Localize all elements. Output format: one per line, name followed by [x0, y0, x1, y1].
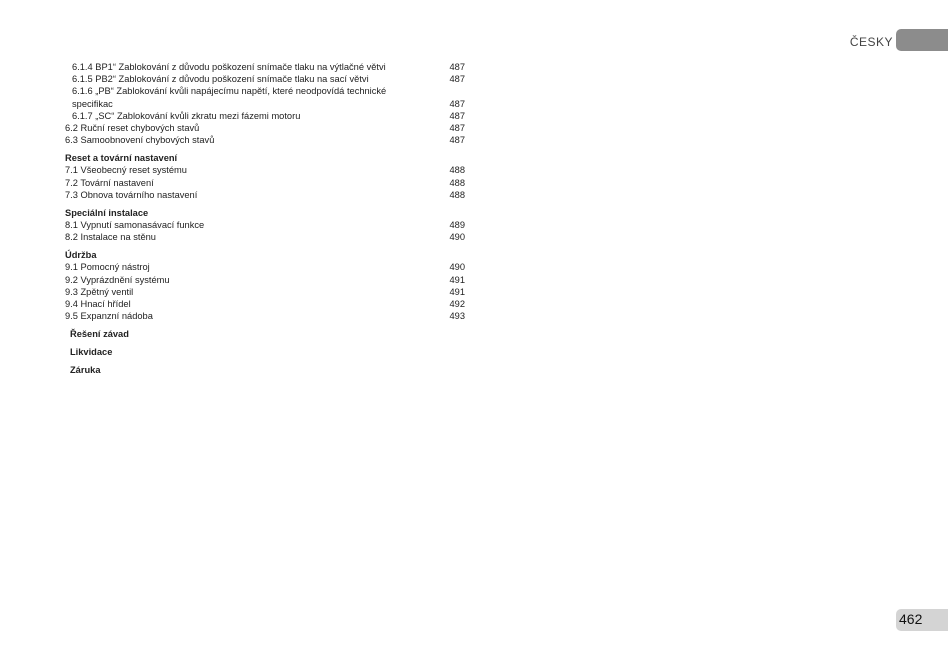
toc-entry-9-5	[65, 310, 465, 322]
toc-entry-9-4	[65, 298, 465, 310]
section-10-heading: Řešení závad	[70, 329, 129, 340]
toc-entry-6-1-6	[65, 85, 465, 97]
toc-entry-page: 492	[449, 299, 465, 310]
toc-entry-text: 9.4 Hnací hřídel	[65, 299, 131, 310]
toc-entry-text: 6.2 Ruční reset chybových stavů	[65, 123, 200, 134]
toc-entry-page: 491	[449, 274, 465, 285]
toc-entry-6-1-4	[65, 61, 465, 73]
toc-entry-text: 9.1 Pomocný nástroj	[65, 262, 150, 273]
table-of-contents	[65, 61, 465, 376]
section-9-heading: Údržba	[65, 250, 97, 261]
toc-entry-page: 487	[449, 110, 465, 121]
toc-entry-page: 490	[449, 262, 465, 273]
section-11-heading: Likvidace	[70, 347, 113, 358]
toc-entry-text: 6.1.6 „PB“ Zablokování kvůli napájecímu napětí, které neodpovídá technické	[72, 86, 387, 97]
toc-entry-page: 488	[449, 165, 465, 176]
toc-entry-page: 490	[449, 232, 465, 243]
toc-entry-page: 489	[449, 220, 465, 231]
toc-entry-text: 7.2 Tovární nastavení	[65, 177, 154, 188]
toc-entry-text: 7.3 Obnova továrního nastavení	[65, 189, 198, 200]
toc-entry-7-3	[65, 189, 465, 201]
toc-entry-text: 6.1.7 „SC“ Zablokování kvůli zkratu mezi fázemi motoru	[72, 110, 301, 121]
toc-entry-page: 487	[449, 123, 465, 134]
toc-entry-6-1-6-continued	[65, 98, 465, 110]
toc-entry-7-1	[65, 164, 465, 176]
toc-entry-9-2	[65, 274, 465, 286]
language-tab	[896, 29, 948, 51]
toc-entry-page: 487	[449, 74, 465, 85]
toc-entry-text: 6.1.5 PB2“ Zablokování z důvodu poškození snímače tlaku na sací větvi	[72, 74, 369, 85]
toc-entry-text: specifikac	[72, 98, 113, 109]
page-number-tab	[896, 609, 948, 631]
section-7-heading: Reset a tovární nastavení	[65, 153, 178, 164]
toc-entry-page: 487	[449, 135, 465, 146]
toc-entry-8-2	[65, 231, 465, 243]
toc-entry-page: 491	[449, 286, 465, 297]
section-8-heading: Speciální instalace	[65, 208, 149, 219]
toc-entry-text: 6.1.4 BP1“ Zablokování z důvodu poškození snímače tlaku na výtlačné větvi	[72, 62, 386, 72]
toc-entry-9-1	[65, 261, 465, 273]
toc-entry-9-3	[65, 286, 465, 298]
toc-entry-text: 9.5 Expanzní nádoba	[65, 311, 153, 322]
toc-entry-page: 493	[449, 311, 465, 322]
toc-entry-6-2	[65, 122, 465, 134]
toc-entry-text: 8.1 Vypnutí samonasávací funkce	[65, 220, 205, 231]
toc-entry-page: 488	[449, 177, 465, 188]
page-number: 462	[899, 611, 923, 627]
toc-entry-6-3	[65, 134, 465, 146]
toc-entry-text: 7.1 Všeobecný reset systému	[65, 165, 187, 176]
language-label: ČESKY	[849, 35, 893, 49]
toc-entry-page: 488	[449, 189, 465, 200]
toc-entry-text: 8.2 Instalace na stěnu	[65, 232, 156, 243]
toc-entry-6-1-5	[65, 73, 465, 85]
toc-entry-6-1-7	[65, 110, 465, 122]
toc-entry-8-1	[65, 219, 465, 231]
toc-entry-text: 9.3 Zpětný ventil	[65, 286, 134, 297]
toc-entry-page: 487	[449, 98, 465, 109]
toc-entry-page: 487	[449, 62, 465, 72]
section-12-heading: Záruka	[70, 365, 101, 376]
toc-entry-text: 9.2 Vyprázdnění systému	[65, 274, 170, 285]
toc-entry-7-2	[65, 177, 465, 189]
toc-entry-text: 6.3 Samoobnovení chybových stavů	[65, 135, 215, 146]
